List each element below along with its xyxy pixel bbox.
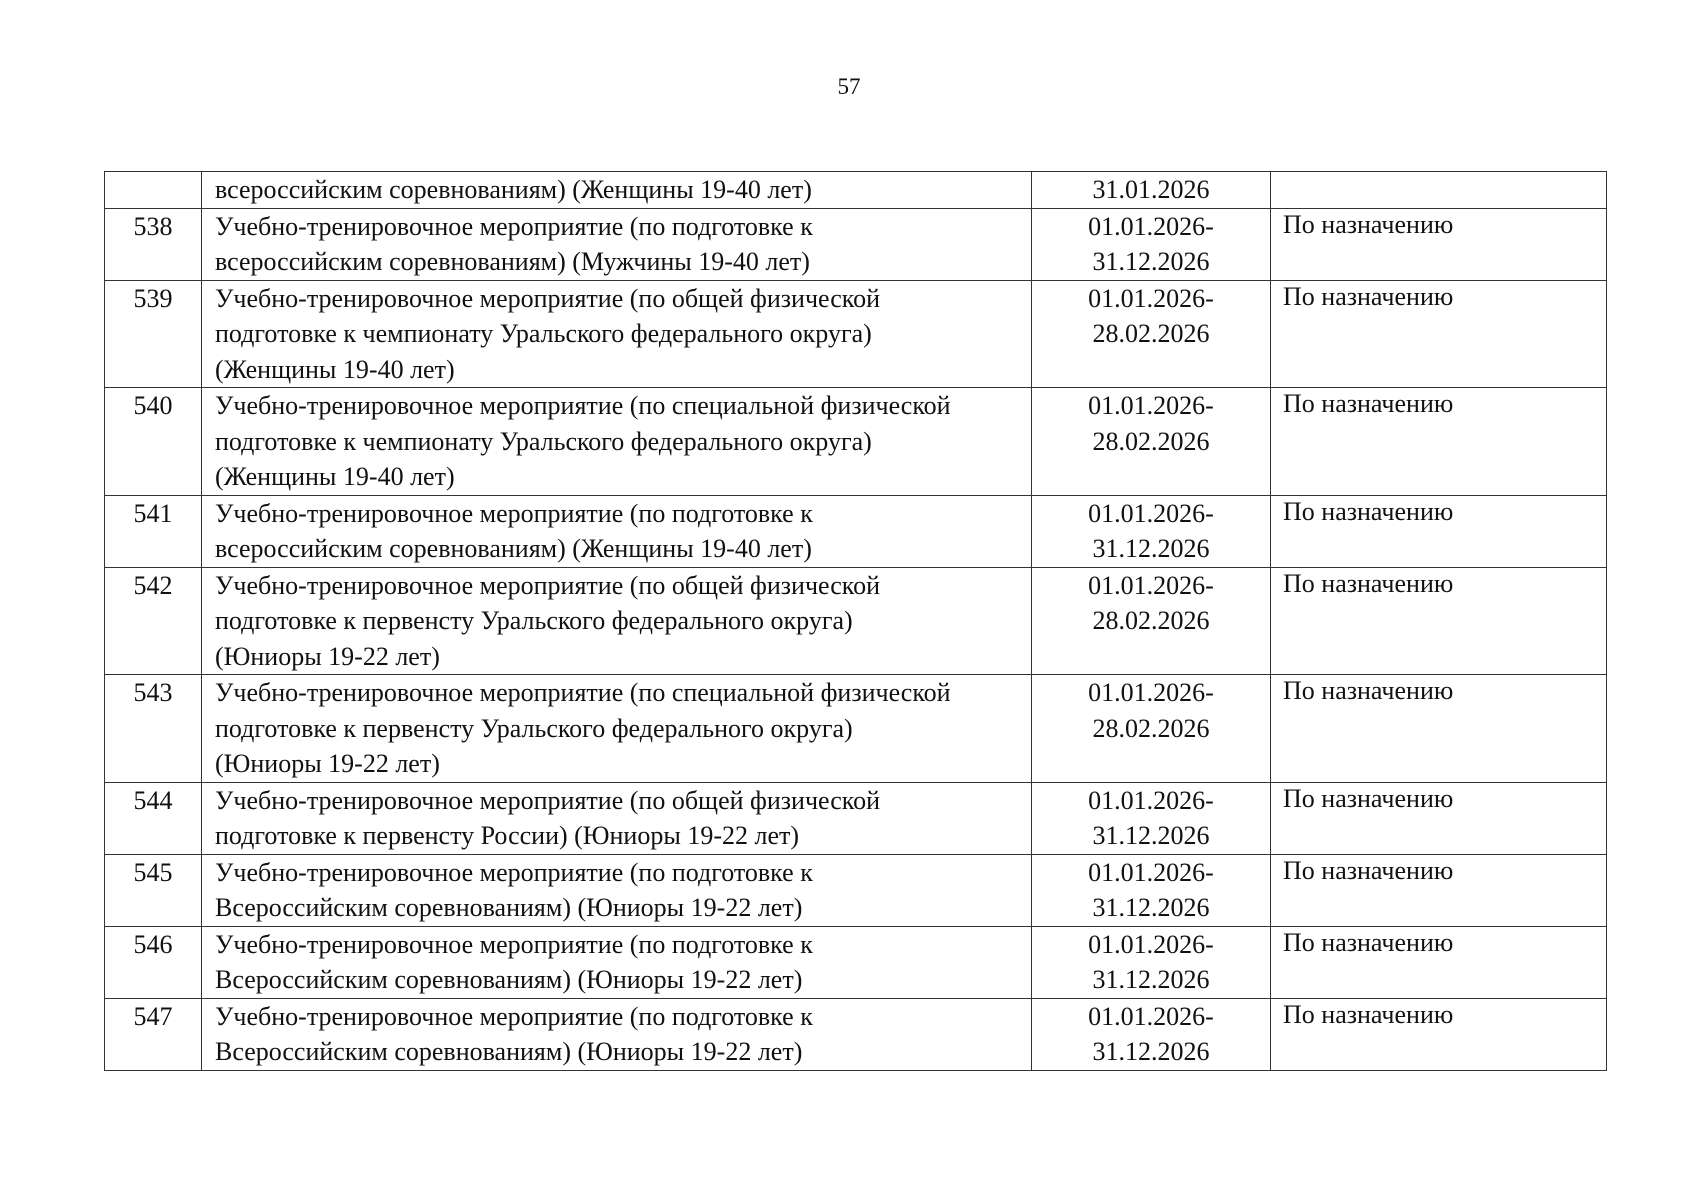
row-number: 541 bbox=[105, 495, 202, 567]
event-responsible: По назначению bbox=[1271, 280, 1607, 388]
event-name: Учебно-тренировочное мероприятие (по подготовке к всероссийским соревнованиям) (Мужчины 19-40 лет) bbox=[202, 208, 1032, 280]
event-responsible: По назначению bbox=[1271, 854, 1607, 926]
event-name: Учебно-тренировочное мероприятие (по подготовке к Всероссийским соревнованиям) (Юниоры 19-22 лет) bbox=[202, 998, 1032, 1070]
row-number: 547 bbox=[105, 998, 202, 1070]
row-number: 545 bbox=[105, 854, 202, 926]
table-row bbox=[105, 495, 1607, 567]
event-name: Учебно-тренировочное мероприятие (по общей физической подготовке к первенсту России) (Юниоры 19-22 лет) bbox=[202, 782, 1032, 854]
event-responsible: По назначению bbox=[1271, 208, 1607, 280]
event-name: Учебно-тренировочное мероприятие (по общей физической подготовке к первенсту Уральского федерального округа) (Юниоры 19-22 лет) bbox=[202, 567, 1032, 675]
table-row bbox=[105, 388, 1607, 496]
event-dates: 01.01.2026- 31.12.2026 bbox=[1032, 208, 1271, 280]
event-dates: 01.01.2026- 28.02.2026 bbox=[1032, 388, 1271, 496]
event-dates: 01.01.2026- 31.12.2026 bbox=[1032, 495, 1271, 567]
event-name: Учебно-тренировочное мероприятие (по общей физической подготовке к чемпионату Уральского федерального округа) (Женщины 19-40 лет) bbox=[202, 280, 1032, 388]
event-name: всероссийским соревнованиям) (Женщины 19-40 лет) bbox=[202, 172, 1032, 209]
event-name: Учебно-тренировочное мероприятие (по специальной физической подготовке к первенсту Уральского федерального округа) (Юниоры 19-22 лет) bbox=[202, 675, 1032, 783]
event-name: Учебно-тренировочное мероприятие (по подготовке к всероссийским соревнованиям) (Женщины 19-40 лет) bbox=[202, 495, 1032, 567]
event-responsible: По назначению bbox=[1271, 567, 1607, 675]
event-name: Учебно-тренировочное мероприятие (по подготовке к Всероссийским соревнованиям) (Юниоры 19-22 лет) bbox=[202, 854, 1032, 926]
event-dates: 01.01.2026- 28.02.2026 bbox=[1032, 280, 1271, 388]
event-responsible: По назначению bbox=[1271, 926, 1607, 998]
event-responsible: По назначению bbox=[1271, 998, 1607, 1070]
row-number: 544 bbox=[105, 782, 202, 854]
row-number bbox=[105, 172, 202, 209]
event-dates: 01.01.2026- 31.12.2026 bbox=[1032, 998, 1271, 1070]
event-dates: 01.01.2026- 31.12.2026 bbox=[1032, 782, 1271, 854]
row-number: 546 bbox=[105, 926, 202, 998]
page-number: 57 bbox=[837, 74, 861, 99]
event-name: Учебно-тренировочное мероприятие (по подготовке к Всероссийским соревнованиям) (Юниоры 19-22 лет) bbox=[202, 926, 1032, 998]
event-dates: 31.01.2026 bbox=[1032, 172, 1271, 209]
table-row bbox=[105, 675, 1607, 783]
event-dates: 01.01.2026- 31.12.2026 bbox=[1032, 854, 1271, 926]
table-row bbox=[105, 782, 1607, 854]
row-number: 542 bbox=[105, 567, 202, 675]
event-dates: 01.01.2026- 28.02.2026 bbox=[1032, 675, 1271, 783]
event-responsible: По назначению bbox=[1271, 388, 1607, 496]
events-table bbox=[104, 171, 1607, 1071]
row-number: 539 bbox=[105, 280, 202, 388]
table-row bbox=[105, 854, 1607, 926]
table-row bbox=[105, 172, 1607, 209]
row-number: 543 bbox=[105, 675, 202, 783]
event-dates: 01.01.2026- 28.02.2026 bbox=[1032, 567, 1271, 675]
event-responsible: По назначению bbox=[1271, 675, 1607, 783]
event-responsible bbox=[1271, 172, 1607, 209]
event-dates: 01.01.2026- 31.12.2026 bbox=[1032, 926, 1271, 998]
event-responsible: По назначению bbox=[1271, 782, 1607, 854]
table-row bbox=[105, 567, 1607, 675]
event-responsible: По назначению bbox=[1271, 495, 1607, 567]
event-name: Учебно-тренировочное мероприятие (по специальной физической подготовке к чемпионату Уральского федерального округа) (Женщины 19-40 лет) bbox=[202, 388, 1032, 496]
table-row bbox=[105, 208, 1607, 280]
table-row bbox=[105, 926, 1607, 998]
table-row bbox=[105, 280, 1607, 388]
table-row bbox=[105, 998, 1607, 1070]
row-number: 540 bbox=[105, 388, 202, 496]
row-number: 538 bbox=[105, 208, 202, 280]
